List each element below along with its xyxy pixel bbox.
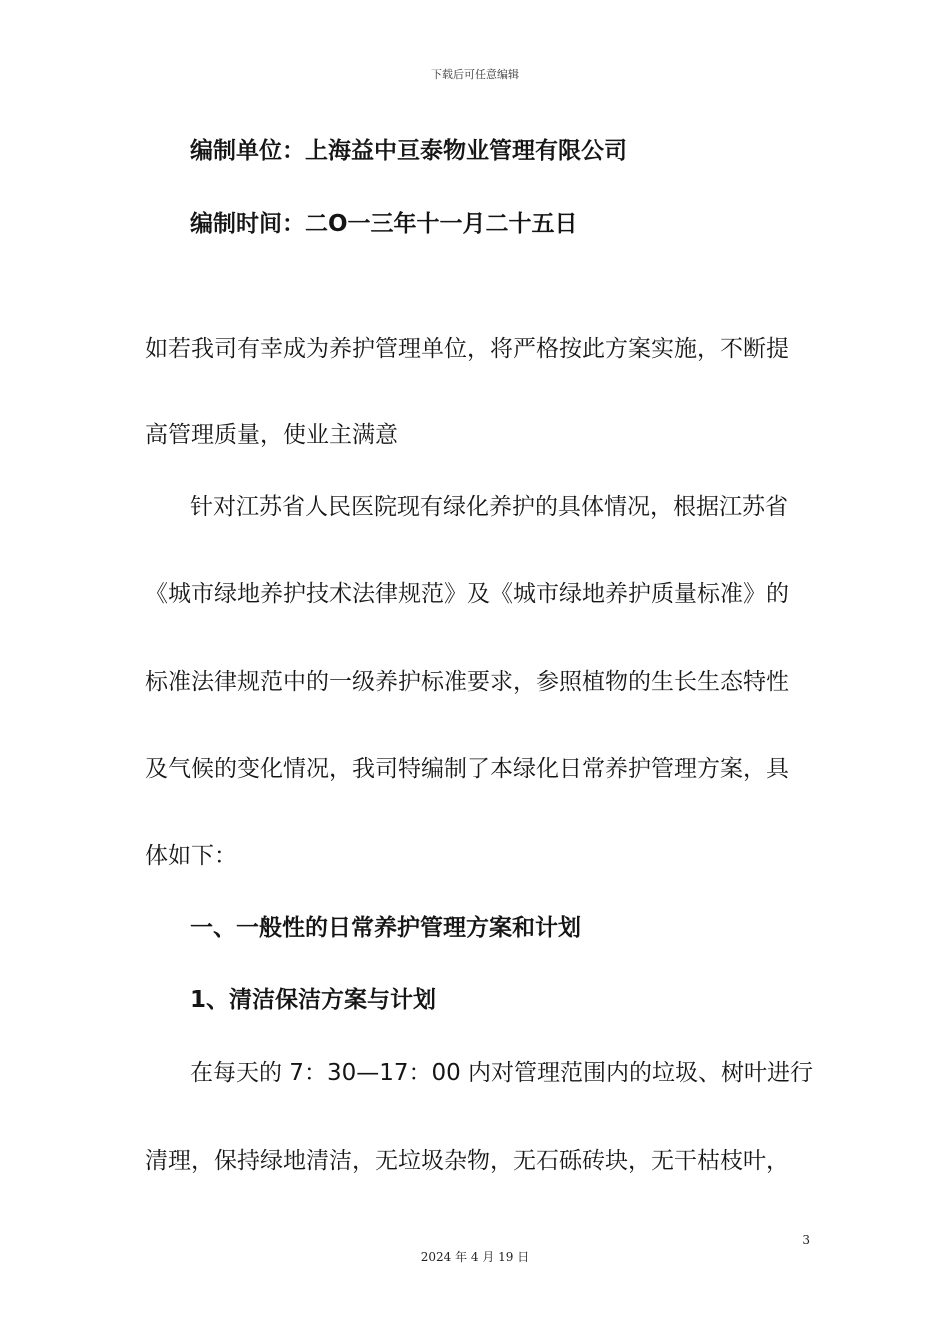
paragraph-line-3: 标准法律规范中的一级养护标准要求，参照植物的生长生态特性 <box>145 669 789 695</box>
cleaning-line-2: 清理，保持绿地清洁，无垃圾杂物，无石砾砖块，无干枯枝叶， <box>145 1148 789 1174</box>
subsection-heading: 1、清洁保洁方案与计划 <box>190 987 437 1013</box>
section-heading: 一、一般性的日常养护管理方案和计划 <box>190 915 581 941</box>
page-number: 3 <box>802 1233 810 1247</box>
paragraph-line-2: 《城市绿地养护技术法律规范》及《城市绿地养护质量标准》的 <box>145 581 789 607</box>
footer-date: 2024 年 4 月 19 日 <box>420 1250 530 1264</box>
compile-time-line: 编制时间：二O一三年十一月二十五日 <box>190 211 578 237</box>
paragraph-line-1: 针对江苏省人民医院现有绿化养护的具体情况，根据江苏省 <box>190 494 788 520</box>
header-note: 下载后可任意编辑 <box>431 68 519 81</box>
intro-line-2: 高管理质量，使业主满意 <box>145 422 398 448</box>
cleaning-line-1: 在每天的 7：30—17：00 内对管理范围内的垃圾、树叶进行 <box>190 1060 814 1086</box>
compiler-unit-line: 编制单位：上海益中亘泰物业管理有限公司 <box>190 138 627 164</box>
paragraph-line-4: 及气候的变化情况，我司特编制了本绿化日常养护管理方案，具 <box>145 756 789 782</box>
paragraph-line-5: 体如下： <box>145 843 237 869</box>
intro-line-1: 如若我司有幸成为养护管理单位，将严格按此方案实施，不断提 <box>145 336 789 362</box>
